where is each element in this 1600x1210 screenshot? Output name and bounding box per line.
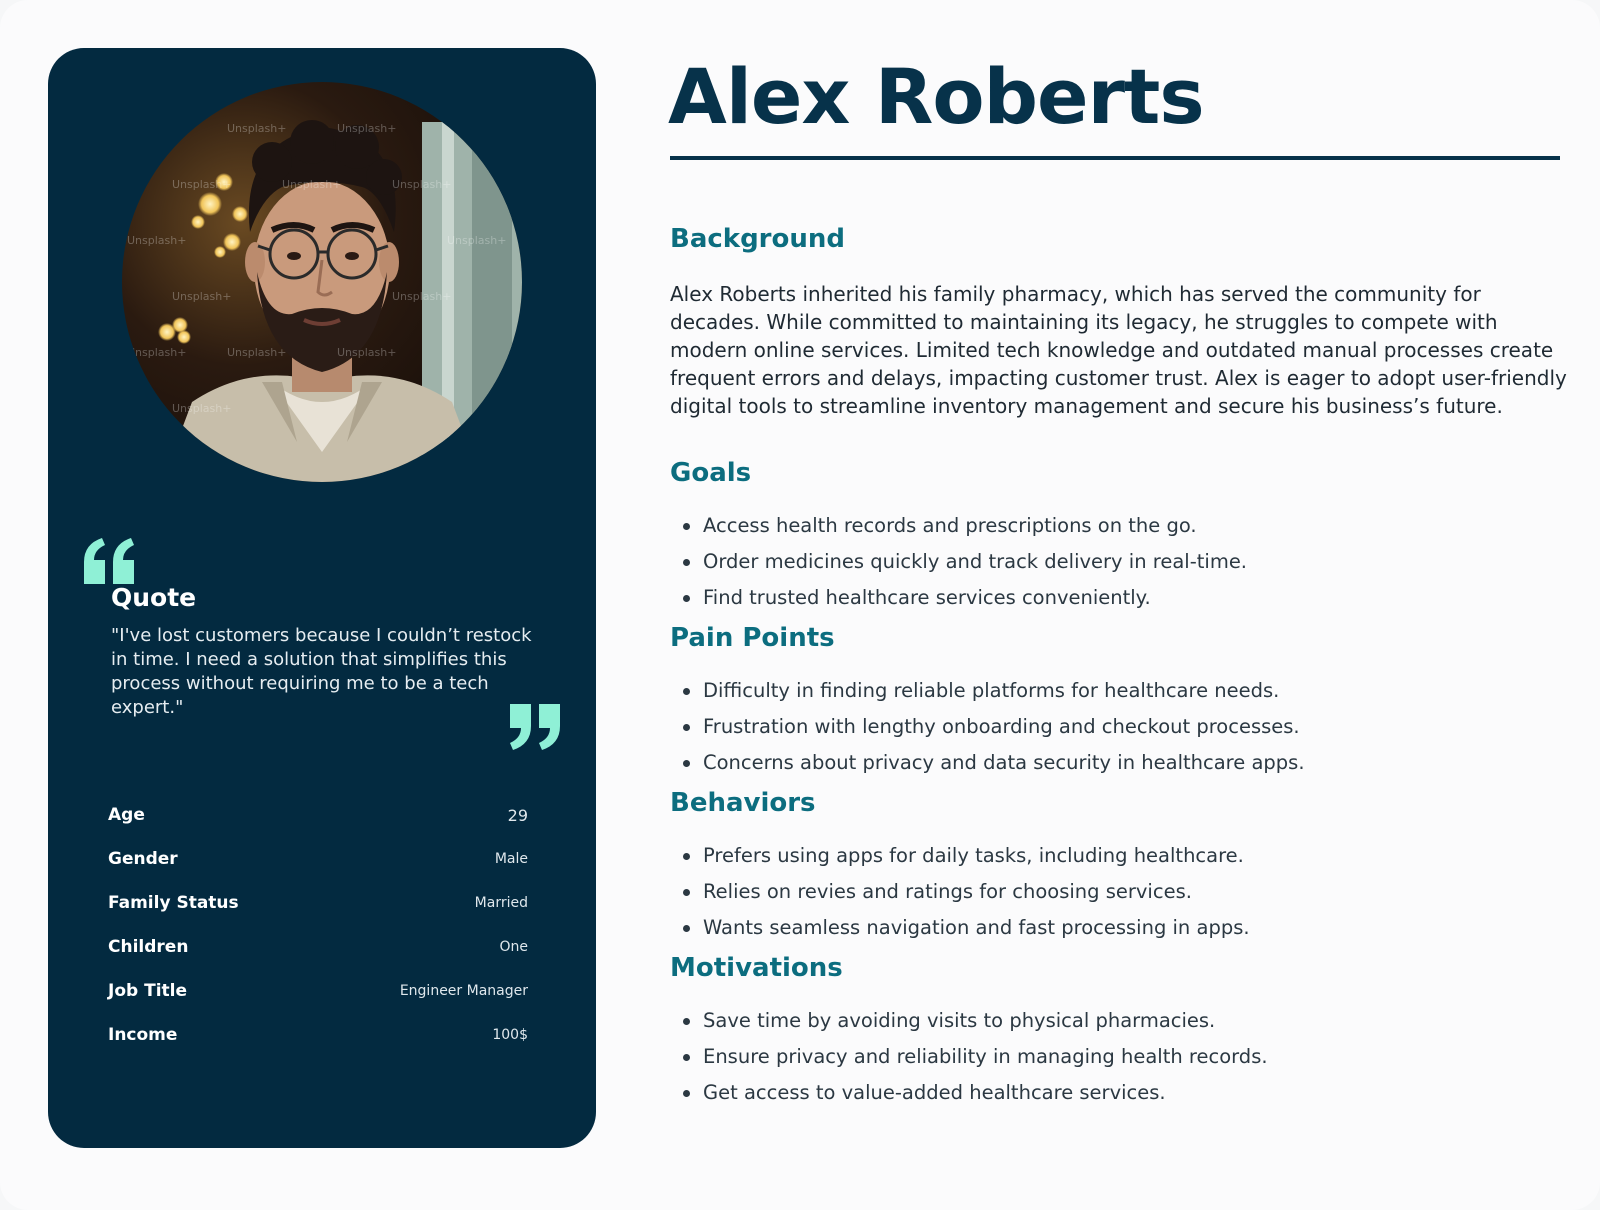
goals-list <box>670 508 1550 616</box>
fact-row-gender <box>108 837 528 881</box>
list-item: Get access to value-added healthcare services. <box>670 1075 1550 1111</box>
watermark-text: Unsplash+ <box>337 346 397 359</box>
list-item: Frustration with lengthy onboarding and checkout processes. <box>670 709 1550 745</box>
section-title-motivations: Motivations <box>670 953 843 983</box>
fact-row-job-title <box>108 969 528 1013</box>
list-item: Prefers using apps for daily tasks, including healthcare. <box>670 838 1550 874</box>
fact-value: Male <box>494 851 528 867</box>
watermark-text: Unsplash+ <box>227 122 287 135</box>
fact-row-family-status <box>108 881 528 925</box>
fact-value: 100$ <box>492 1027 528 1043</box>
list-item: Relies on revies and ratings for choosing services. <box>670 874 1550 910</box>
list-item: Order medicines quickly and track delivery in real-time. <box>670 544 1550 580</box>
motivations-list <box>670 1003 1550 1111</box>
watermark-text: Unsplash+ <box>127 346 187 359</box>
title-divider <box>670 156 1560 160</box>
watermark-text: Unsplash+ <box>127 234 187 247</box>
fact-label: Gender <box>108 849 178 869</box>
avatar <box>122 82 522 482</box>
list-item: Access health records and prescriptions on the go. <box>670 508 1550 544</box>
profile-card <box>48 48 596 1148</box>
watermark-text: Unsplash+ <box>227 346 287 359</box>
list-item: Concerns about privacy and data security in healthcare apps. <box>670 745 1550 781</box>
watermark-text: Unsplash+ <box>282 178 342 191</box>
fact-row-age <box>108 793 528 837</box>
fact-row-children <box>108 925 528 969</box>
facts-list <box>108 793 528 1057</box>
list-item: Difficulty in finding reliable platforms for healthcare needs. <box>670 673 1550 709</box>
fact-label: Job Title <box>108 981 187 1001</box>
fact-value: 29 <box>507 805 528 825</box>
fact-label: Income <box>108 1025 178 1045</box>
section-title-background: Background <box>670 224 845 254</box>
watermark-text: Unsplash+ <box>172 178 232 191</box>
fact-label: Children <box>108 937 189 957</box>
fact-label: Age <box>108 805 145 825</box>
watermark-text: Unsplash+ <box>392 290 452 303</box>
fact-label: Family Status <box>108 893 239 913</box>
section-title-behaviors: Behaviors <box>670 788 816 818</box>
fact-value: Engineer Manager <box>399 983 528 999</box>
watermark-text: Unsplash+ <box>337 122 397 135</box>
section-title-pain-points: Pain Points <box>670 623 835 653</box>
watermark-text: Unsplash+ <box>447 234 507 247</box>
watermark-text: Unsplash+ <box>392 178 452 191</box>
background-text: Alex Roberts inherited his family pharmacy, which has served the community for decades. While committed to maintaining its legacy, he struggles to compete with modern online services. Limited tech knowledge and outdated manual processes create frequent errors and delays, impacting customer trust. Alex is eager to adopt user-friendly digital tools to streamline inventory management and secure his business’s future. <box>670 282 1567 418</box>
list-item: Find trusted healthcare services conveniently. <box>670 580 1550 616</box>
fact-value: One <box>499 939 528 955</box>
watermark-text: Unsplash+ <box>172 290 232 303</box>
pain-points-list <box>670 673 1550 781</box>
fact-value: Married <box>474 895 528 911</box>
list-item: Ensure privacy and reliability in managing health records. <box>670 1039 1550 1075</box>
section-title-goals: Goals <box>670 458 752 488</box>
quote-text: "I've lost customers because I couldn’t restock in time. I need a solution that simplifies this process without requiring me to be a tech expert." <box>111 625 532 718</box>
fact-row-income <box>108 1013 528 1057</box>
avatar-photo <box>122 82 522 482</box>
behaviors-list <box>670 838 1550 946</box>
persona-name: Alex Roberts <box>668 52 1204 141</box>
watermark-text: Unsplash+ <box>172 402 232 415</box>
quote-title: Quote <box>111 583 197 612</box>
list-item: Save time by avoiding visits to physical pharmacies. <box>670 1003 1550 1039</box>
list-item: Wants seamless navigation and fast processing in apps. <box>670 910 1550 946</box>
quote-open-icon <box>80 536 140 584</box>
